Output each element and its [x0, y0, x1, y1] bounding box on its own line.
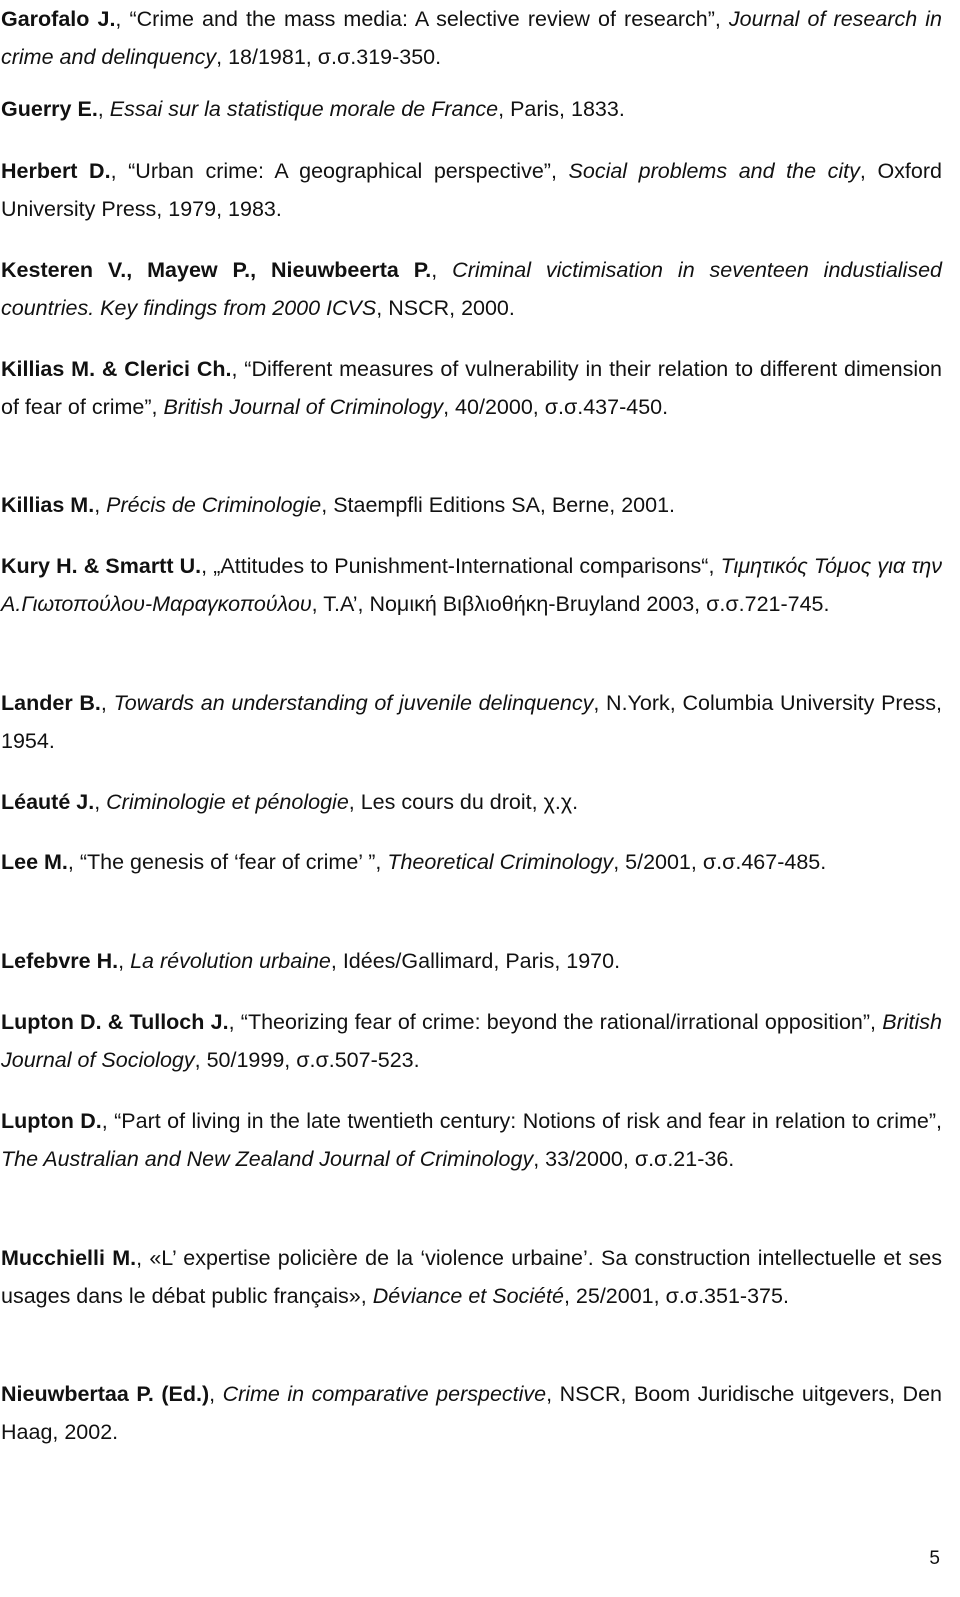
reference-title: La révolution urbaine: [130, 949, 331, 973]
reference-entry: [1, 684, 942, 760]
reference-title: British Journal of Sociology: [1, 1010, 942, 1072]
reference-author: Lupton D. & Tulloch J.: [1, 1010, 229, 1034]
reference-author: Mucchielli M.: [1, 1246, 137, 1270]
reference-details: , NSCR, 2000.: [376, 296, 515, 320]
reference-details: , 33/2000, σ.σ.21-36.: [533, 1147, 735, 1171]
reference-title: Crime in comparative perspective: [222, 1382, 547, 1406]
reference-text: ,: [431, 258, 453, 282]
reference-title: Criminal victimisation in seventeen industialised countries. Key findings from 2000 ICVS: [1, 258, 943, 320]
reference-title: Τιμητικός Τόμος για την Α.Γιωτοπούλου-Μαραγκοπούλου: [1, 554, 942, 616]
reference-title: Essai sur la statistique morale de France: [109, 97, 499, 121]
reference-author: Nieuwbertaa P. (Ed.): [1, 1382, 210, 1406]
reference-text: ,: [118, 949, 131, 973]
reference-author: Herbert D.: [1, 159, 111, 183]
reference-text: , “Urban crime: A geographical perspective”,: [110, 159, 569, 183]
reference-details: , Les cours du droit, χ.χ.: [348, 790, 579, 814]
reference-text: ,: [209, 1382, 223, 1406]
reference-author: Guerry E.: [1, 97, 98, 121]
reference-title: Déviance et Société: [372, 1284, 564, 1308]
reference-author: Garofalo J.: [1, 7, 116, 31]
reference-details: , NSCR, Boom Juridische uitgevers, Den Haag, 2002.: [1, 1382, 942, 1444]
reference-text: ,: [94, 790, 107, 814]
reference-details: , Τ.Α’, Νομική Βιβλιοθήκη-Bruyland 2003, σ.σ.721-745.: [311, 592, 830, 616]
reference-entry: [1, 1003, 942, 1079]
reference-entry: [1, 1239, 942, 1315]
reference-title: Towards an understanding of juvenile delinquency: [113, 691, 594, 715]
reference-details: , N.York, Columbia University Press, 1954.: [1, 691, 943, 753]
reference-details: , Idées/Gallimard, Paris, 1970.: [330, 949, 621, 973]
reference-text: , “Part of living in the late twentieth century: Notions of risk and fear in relation to crime”,: [101, 1109, 942, 1133]
reference-entry: [1, 783, 942, 821]
reference-entry: [1, 1102, 942, 1178]
reference-entry: [1, 843, 942, 881]
reference-text: , “Theorizing fear of crime: beyond the rational/irrational opposition”,: [228, 1010, 883, 1034]
reference-entry: [1, 486, 942, 524]
reference-author: Killias M.: [1, 493, 95, 517]
reference-entry: [1, 547, 942, 623]
reference-author: Lupton D.: [1, 1109, 102, 1133]
reference-entry: [1, 152, 942, 228]
reference-title: Précis de Criminologie: [106, 493, 322, 517]
reference-entry: [1, 1375, 942, 1451]
reference-entry: [1, 90, 942, 128]
reference-details: , Oxford University Press, 1979, 1983.: [1, 159, 942, 221]
reference-title: Journal of research in crime and delinquency: [1, 7, 942, 69]
reference-author: Kesteren V., Mayew P., Nieuwbeerta P.: [1, 258, 432, 282]
reference-details: , 5/2001, σ.σ.467-485.: [613, 850, 827, 874]
reference-text: ,: [100, 691, 114, 715]
reference-details: , Staempfli Editions SA, Berne, 2001.: [321, 493, 676, 517]
reference-text: , “Crime and the mass media: A selective review of research”,: [115, 7, 729, 31]
reference-entry: [1, 0, 942, 76]
reference-entry: [1, 251, 942, 327]
reference-author: Lee M.: [1, 850, 68, 874]
reference-text: ,: [94, 493, 107, 517]
reference-text: ,: [97, 97, 110, 121]
reference-title: Social problems and the city: [568, 159, 860, 183]
reference-details: , 50/1999, σ.σ.507-523.: [194, 1048, 420, 1072]
reference-title: Theoretical Criminology: [387, 850, 614, 874]
reference-text: , «L’ expertise policière de la ‘violence urbaine’. Sa construction intellectuelle et ses usages dans le débat public français»,: [1, 1246, 942, 1308]
reference-text: , „Attitudes to Punishment-International comparisons“,: [201, 554, 721, 578]
reference-details: , 40/2000, σ.σ.437-450.: [443, 395, 669, 419]
reference-entry: [1, 350, 942, 426]
reference-author: Killias M. & Clerici Ch.: [1, 357, 232, 381]
reference-title: Criminologie et pénologie: [106, 790, 349, 814]
reference-details: , Paris, 1833.: [498, 97, 625, 121]
reference-title: The Australian and New Zealand Journal of Criminology: [1, 1147, 534, 1171]
reference-title: British Journal of Criminology: [163, 395, 444, 419]
reference-author: Léauté J.: [1, 790, 95, 814]
reference-text: , “The genesis of ‘fear of crime’ ”,: [67, 850, 388, 874]
reference-entry: [1, 942, 942, 980]
reference-details: , 18/1981, σ.σ.319-350.: [216, 45, 442, 69]
reference-details: , 25/2001, σ.σ.351-375.: [563, 1284, 789, 1308]
reference-text: , “Different measures of vulnerability in their relation to different dimension of fear of crime”,: [1, 357, 943, 419]
page-number: 5: [929, 1548, 940, 1569]
reference-author: Lander B.: [1, 691, 101, 715]
reference-author: Kury H. & Smartt U.: [1, 554, 202, 578]
reference-author: Lefebvre H.: [1, 949, 119, 973]
